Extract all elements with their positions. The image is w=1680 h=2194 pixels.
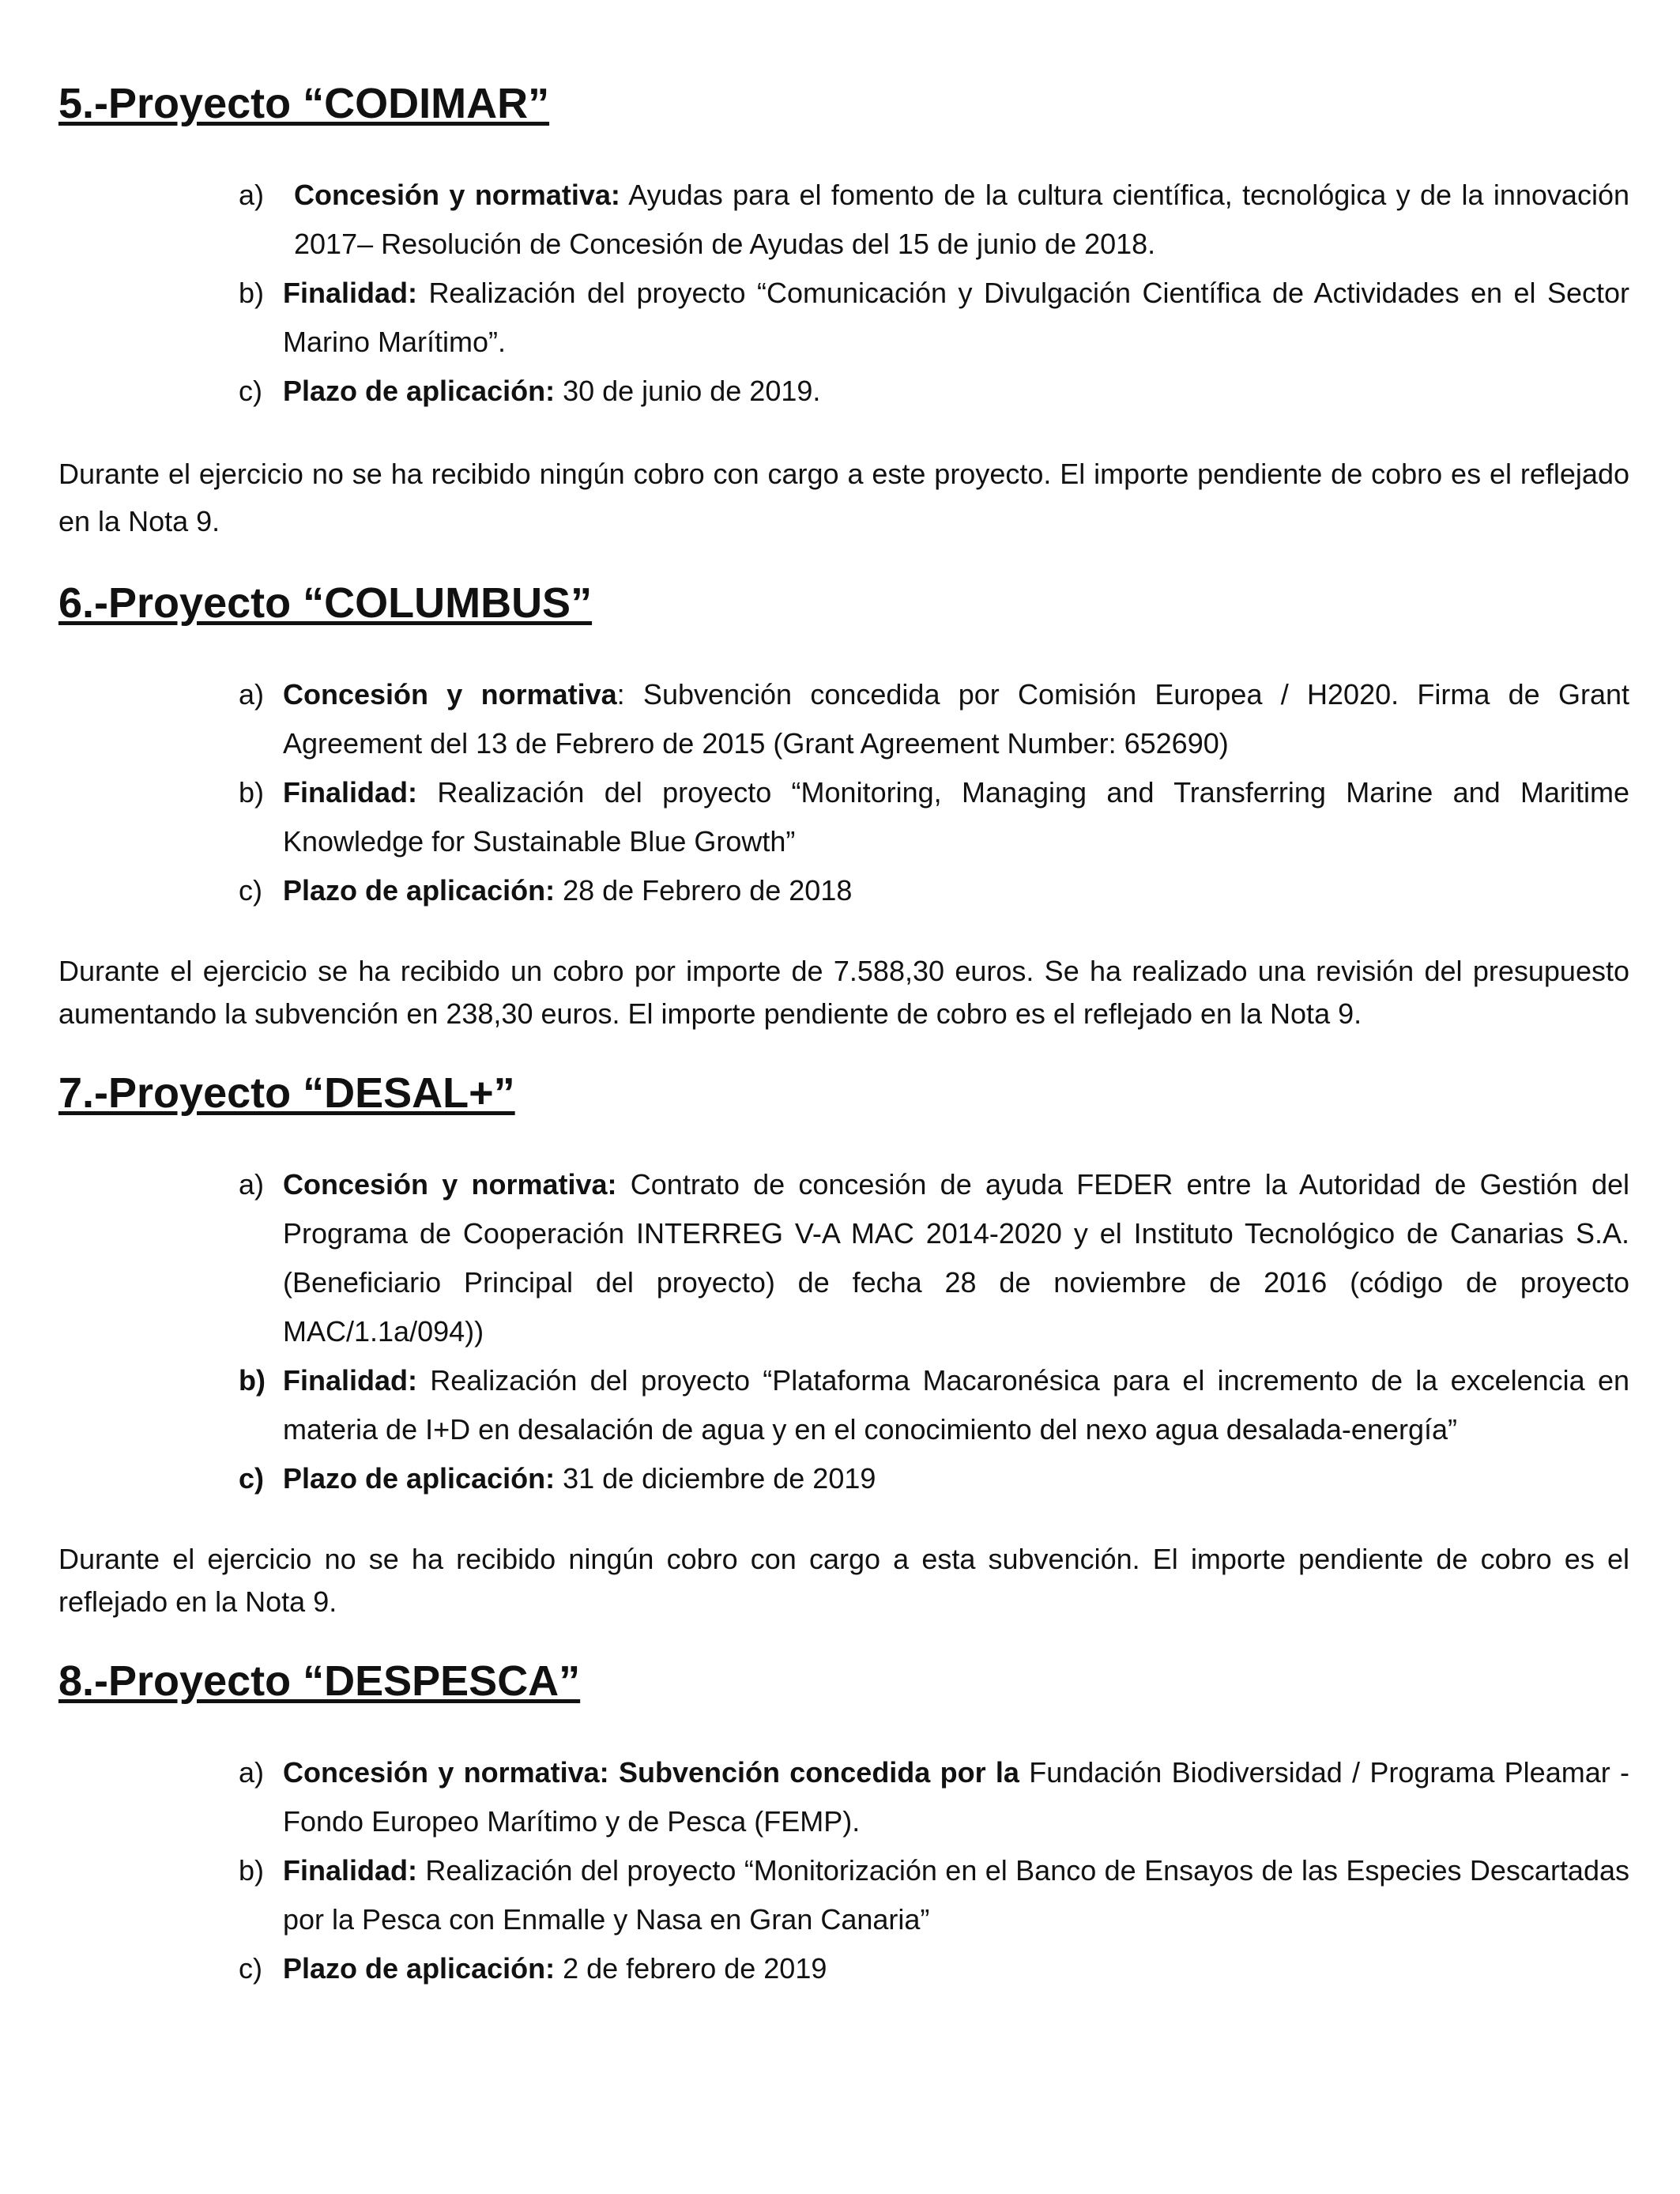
section-paragraph-columbus: Durante el ejercicio se ha recibido un cobro por importe de 7.588,30 euros. Se ha realizado una revisión del presupuesto aumentando la subvención en 238,30 euros. El importe pendiente de cobro es el reflejado en la Nota 9. [58,955,1629,1030]
item-term: Concesión y normativa: [294,179,620,211]
list-item [58,1748,1629,1846]
item-list-columbus [58,670,1629,915]
item-term: Concesión y normativa [283,678,617,711]
item-marker: c) [239,375,262,407]
item-text: Fundación Biodiversidad / Programa Pleamar - Fondo Europeo Marítimo y de Pesca (FEMP). [283,1756,1629,1838]
item-text: Ayudas para el fomento de la cultura científica, tecnológica y de la innovación 2017– Resolución de Concesión de Ayudas del 15 de junio de 2018. [294,179,1629,260]
item-marker: a) [239,1756,265,1789]
item-term: Finalidad: [283,1854,417,1887]
section-paragraph-desal: Durante el ejercicio no se ha recibido ningún cobro con cargo a esta subvención. El importe pendiente de cobro es el reflejado en la Nota 9. [58,1543,1629,1618]
item-list-codimar [58,171,1629,416]
item-term: Plazo de aplicación: [283,1952,556,1985]
section-heading-codimar: 5.-Proyecto “CODIMAR” [58,80,550,127]
item-term: Finalidad: [283,277,417,309]
item-text: : Subvención concedida por Comisión Europea / H2020. Firma de Grant Agreement del 13 de Febrero de 2015 (Grant Agreement Number: 652690) [283,678,1630,760]
item-text: 31 de diciembre de 2019 [555,1462,876,1495]
list-item [58,1944,1629,1993]
list-item [58,670,1629,768]
item-text: 30 de junio de 2019. [555,375,821,407]
item-text: Realización del proyecto “Monitoring, Managing and Transferring Marine and Maritime Knowledge for Sustainable Blue Growth” [283,776,1629,858]
section-paragraph-codimar: Durante el ejercicio no se ha recibido ningún cobro con cargo a este proyecto. El importe pendiente de cobro es el reflejado en la Nota 9. [58,458,1629,537]
item-term: Concesión y normativa: [283,1168,617,1201]
list-item [58,1356,1629,1454]
item-text: Realización del proyecto “Monitorización en el Banco de Ensayos de las Especies Descartadas por la Pesca con Enmalle y Nasa en Gran Canaria” [283,1854,1629,1936]
item-text: 28 de Febrero de 2018 [555,874,853,907]
list-item [58,367,1629,416]
item-text: 2 de febrero de 2019 [555,1952,827,1985]
section-heading-desal: 7.-Proyecto “DESAL+” [58,1069,515,1117]
item-term: Concesión y normativa: Subvención concedida por la [283,1756,1019,1789]
item-marker: c) [239,1952,262,1985]
item-marker: c) [239,1462,265,1495]
item-list-despesca [58,1748,1629,1993]
item-text: Realización del proyecto “Comunicación y Divulgación Científica de Actividades en el Sector Marino Marítimo”. [283,277,1629,358]
list-item [58,1454,1629,1503]
item-marker: b) [239,1854,265,1887]
list-item [58,1846,1629,1944]
item-text: Realización del proyecto “Plataforma Macaronésica para el incremento de la excelencia en materia de I+D en desalación de agua y en el conocimiento del nexo agua desalada-energía” [283,1364,1629,1446]
list-item [58,768,1629,866]
section-heading-columbus: 6.-Proyecto “COLUMBUS” [58,579,593,627]
item-list-desal [58,1160,1629,1503]
list-item [58,171,1629,269]
item-marker: a) [239,179,265,211]
item-term: Finalidad: [283,776,417,809]
item-marker: c) [239,874,262,907]
section-heading-despesca: 8.-Proyecto “DESPESCA” [58,1657,581,1705]
item-marker: a) [239,678,265,711]
list-item [58,866,1629,915]
item-marker: b) [239,277,265,309]
item-marker: b) [239,1364,266,1397]
list-item [58,1160,1629,1356]
item-text: Contrato de concesión de ayuda FEDER entre la Autoridad de Gestión del Programa de Cooperación INTERREG V-A MAC 2014-2020 y el Instituto Tecnológico de Canarias S.A. (Beneficiario Principal del proyecto) de fecha 28 de noviembre de 2016 (código de proyecto MAC/1.1a/094)) [283,1168,1629,1348]
item-term: Plazo de aplicación: [283,375,556,407]
list-item [58,269,1629,367]
item-term: Plazo de aplicación: [283,1462,556,1495]
item-term: Plazo de aplicación: [283,874,556,907]
item-marker: b) [239,776,265,809]
item-marker: a) [239,1168,265,1201]
item-term: Finalidad: [283,1364,417,1397]
